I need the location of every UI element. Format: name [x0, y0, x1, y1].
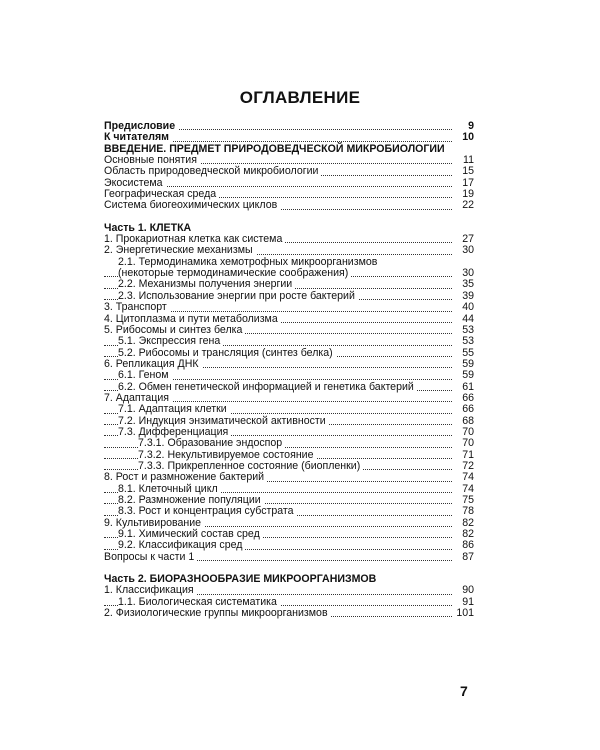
table-of-contents: [104, 121, 474, 619]
toc-entry-label: 5. Рибосомы и синтез белка: [104, 325, 245, 336]
toc-entry: [104, 472, 474, 483]
toc-entry-page: 66: [459, 404, 474, 415]
toc-entry: [104, 552, 474, 563]
toc-entry: [104, 608, 474, 619]
toc-entry-label: 5.2. Рибосомы и трансляция (синтез белка): [118, 348, 336, 359]
toc-entry-label: 9.1. Химический состав сред: [118, 529, 263, 540]
toc-entry-label: 3. Транспорт: [104, 302, 170, 313]
toc-entry: [104, 404, 474, 415]
toc-entry-label: 8.3. Рост и концентрация субстрата: [118, 506, 297, 517]
toc-entry-page: 75: [459, 495, 474, 506]
toc-entry-page: 10: [459, 132, 474, 143]
toc-entry-label: Часть 1. КЛЕТКА: [104, 223, 194, 234]
toc-entry-label: 7.3.3. Прикрепленное состояние (биопленки): [138, 461, 363, 472]
toc-entry-label: 1.1. Биологическая систематика: [118, 597, 280, 608]
toc-entry-page: 82: [459, 529, 474, 540]
toc-entry-page: 59: [459, 359, 474, 370]
toc-entry-page: 74: [459, 484, 474, 495]
toc-entry-label: 6.2. Обмен генетической информацией и генетика бактерий: [118, 382, 417, 393]
toc-entry-label: 2. Физиологические группы микроорганизмов: [104, 608, 331, 619]
toc-entry-label: (некоторые термодинамические соображения): [118, 268, 351, 279]
toc-entry-label: ВВЕДЕНИЕ. ПРЕДМЕТ ПРИРОДОВЕДЧЕСКОЙ МИКРОБИОЛОГИИ: [104, 144, 448, 155]
toc-entry-page: 82: [459, 518, 474, 529]
toc-entry-label: 2.1. Термодинамика хемотрофных микроорганизмов: [118, 257, 380, 268]
toc-entry-label: Предисловие: [104, 121, 178, 132]
toc-entry-page: 59: [459, 370, 474, 381]
toc-entry-page: 30: [459, 268, 474, 279]
toc-entry-page: 35: [459, 279, 474, 290]
toc-entry-page: 72: [459, 461, 474, 472]
toc-entry-label: 9. Культивирование: [104, 518, 204, 529]
toc-entry: [104, 302, 474, 313]
toc-entry-page: 101: [453, 608, 474, 619]
toc-entry-page: 9: [465, 121, 474, 132]
toc-entry: [104, 336, 474, 347]
toc-entry-label: 7.3.2. Некультивируемое состояние: [138, 450, 316, 461]
toc-entry-label: Основные понятия: [104, 155, 200, 166]
toc-entry: [104, 506, 474, 517]
toc-entry-label: 9.2. Классификация сред: [118, 540, 245, 551]
toc-entry-page: 86: [459, 540, 474, 551]
toc-entry-label: 7.1. Адаптация клетки: [118, 404, 230, 415]
toc-entry-page: 17: [459, 178, 474, 189]
toc-entry-label: 1. Классификация: [104, 585, 197, 596]
toc-entry-page: 39: [459, 291, 474, 302]
toc-entry-page: 78: [459, 506, 474, 517]
toc-entry-label: Экосистема: [104, 178, 166, 189]
toc-entry-label: Часть 2. БИОРАЗНООБРАЗИЕ МИКРООРГАНИЗМОВ: [104, 574, 379, 585]
toc-entry-label: 1. Прокариотная клетка как система: [104, 234, 285, 245]
toc-entry-page: 61: [459, 382, 474, 393]
toc-entry-label: 2. Энергетические механизмы: [104, 245, 256, 256]
toc-entry-label: 7.3. Дифференциация: [118, 427, 231, 438]
toc-entry-page: 22: [459, 200, 474, 211]
toc-entry: [104, 200, 474, 211]
toc-entry-label: 2.2. Механизмы получения энергии: [118, 279, 295, 290]
toc-entry-label: 7.2. Индукция энзиматической активности: [118, 416, 329, 427]
toc-entry-label: 8. Рост и размножение бактерий: [104, 472, 267, 483]
toc-entry-page: 44: [459, 314, 474, 325]
toc-entry-label: 2.3. Использование энергии при росте бактерий: [118, 291, 358, 302]
toc-entry-page: 53: [459, 325, 474, 336]
toc-entry-page: 91: [459, 597, 474, 608]
toc-entry-page: 15: [459, 166, 474, 177]
toc-entry-page: 11: [460, 155, 474, 166]
toc-entry-label: Область природоведческой микробиологии: [104, 166, 321, 177]
toc-entry-page: 70: [459, 427, 474, 438]
page-title: ОГЛАВЛЕНИЕ: [239, 88, 361, 107]
toc-entry-page: 53: [459, 336, 474, 347]
toc-entry: [104, 438, 474, 449]
toc-entry-label: 8.1. Клеточный цикл: [118, 484, 221, 495]
toc-entry-page: 68: [459, 416, 474, 427]
toc-entry-label: 7.3.1. Образование эндоспор: [138, 438, 285, 449]
toc-entry-page: 70: [459, 438, 474, 449]
toc-entry-page: 19: [459, 189, 474, 200]
toc-entry-page: 87: [459, 552, 474, 563]
toc-entry-page: 40: [459, 302, 474, 313]
toc-entry-label: Система биогеохимических циклов: [104, 200, 280, 211]
toc-entry-label: 5.1. Экспрессия гена: [118, 336, 223, 347]
toc-entry-label: 6. Репликация ДНК: [104, 359, 202, 370]
toc-entry-page: 27: [459, 234, 474, 245]
page-number: 7: [460, 683, 468, 699]
toc-entry-page: 74: [459, 472, 474, 483]
toc-entry-label: 8.2. Размножение популяции: [118, 495, 264, 506]
toc-entry-page: 90: [459, 585, 474, 596]
toc-entry: [104, 132, 474, 143]
toc-entry-label: К читателям: [104, 132, 172, 143]
toc-entry: [104, 370, 474, 381]
toc-entry-label: 7. Адаптация: [104, 393, 172, 404]
toc-entry-label: Вопросы к части 1: [104, 552, 197, 563]
toc-entry-page: 55: [459, 348, 474, 359]
toc-entry-page: 66: [459, 393, 474, 404]
toc-entry-page: 71: [459, 450, 474, 461]
toc-entry-label: 6.1. Геном: [118, 370, 172, 381]
toc-entry-label: 4. Цитоплазма и пути метаболизма: [104, 314, 281, 325]
toc-entry-page: 30: [459, 245, 474, 256]
toc-entry-label: Географическая среда: [104, 189, 219, 200]
